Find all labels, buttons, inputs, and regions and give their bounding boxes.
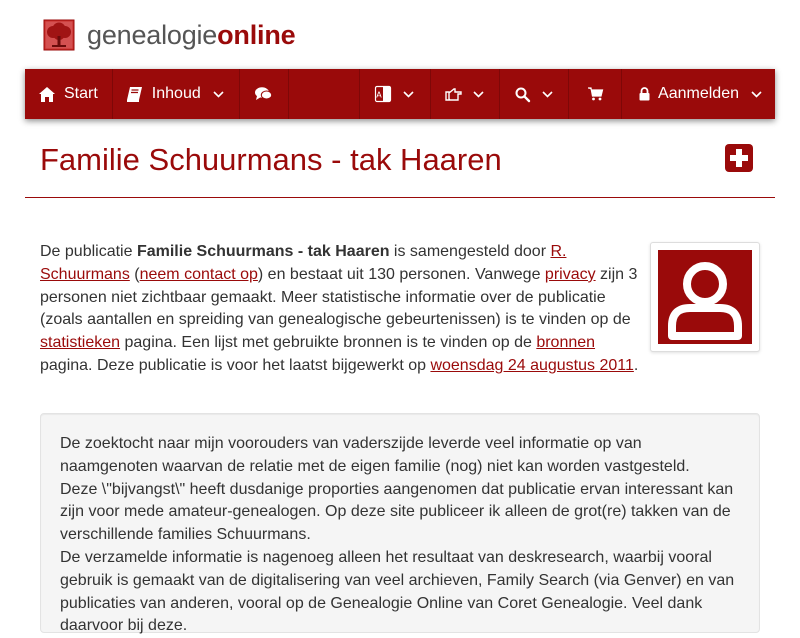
chevron-down-icon: [542, 88, 554, 100]
last-updated-link[interactable]: woensdag 24 augustus 2011: [430, 356, 634, 374]
intro-text: pagina. Een lijst met gebruikte bronnen is te vinden op de: [120, 334, 537, 352]
page-title: Familie Schuurmans - tak Haaren: [40, 142, 502, 177]
statistics-link[interactable]: statistieken: [40, 334, 121, 352]
title-row: [25, 136, 775, 198]
intro-text: De publicatie: [40, 243, 137, 260]
nav-cart[interactable]: [569, 69, 622, 119]
chevron-down-icon: [403, 88, 415, 100]
site-logo[interactable]: [44, 18, 295, 52]
intro-text: zijn 3 personen niet zichtbaar gemaakt. Meer statistische informatie over de publicatie (zoals aantallen en spreiding van genealogische gebeurtenissen) is te vinden op de: [40, 265, 638, 329]
author-avatar-card[interactable]: [650, 242, 760, 352]
description-paragraph: Deze \"bijvangst\" heeft dusdanige proporties aangenomen dat publicatie ervan interessant kan zijn voor mede amateur-genealogen. Op deze site publiceer ik alleen de grot(re) takken van de verschillende families Schuurmans.: [60, 480, 734, 544]
intro-text: is samengesteld door: [389, 243, 551, 260]
language-icon: [375, 86, 391, 102]
nav-language[interactable]: [359, 69, 431, 119]
intro-text: ) en bestaat uit 130 personen. Vanwege: [257, 265, 545, 283]
sources-link[interactable]: bronnen: [536, 334, 596, 352]
intro-text: pagina. Deze publicatie is voor het laatst bijgewerkt op: [40, 356, 431, 374]
logo-text-part1: genealogie: [87, 19, 218, 50]
intro-text: .: [633, 356, 639, 374]
nav-start[interactable]: [25, 69, 113, 119]
description-paragraph: De zoektocht naar mijn voorouders van vaderszijde leverde veel informatie op van naamgenoten waarvan de relatie met de eigen familie (nog) niet kan worden vastgesteld.: [60, 435, 690, 475]
contact-link[interactable]: neem contact op: [139, 265, 258, 283]
logo-text: [87, 20, 295, 51]
svg-text:A: A: [376, 90, 382, 100]
description-paragraph: De verzamelde informatie is nagenoeg alleen het resultaat van deskresearch, waarbij vooral gebruik is gemaakt van de digitalisering van veel archieven, Family Search (via Genver) en van publicaties van anderen, vooral op de Genealogie Online van Coret Genealogie. Veel dank daarvoor bij deze.: [60, 548, 735, 635]
lock-icon: [638, 86, 650, 102]
nav-start-label: Start: [64, 85, 98, 102]
search-icon: [514, 86, 530, 102]
nav-inhoud-label: Inhoud: [151, 85, 201, 102]
chat-icon: [256, 86, 272, 102]
nav-inhoud[interactable]: [113, 69, 240, 119]
nav-share[interactable]: [431, 69, 500, 119]
nav-spacer: [289, 69, 359, 119]
intro-text: (: [129, 265, 140, 283]
nav-login[interactable]: [622, 69, 775, 119]
logo-text-part2: online: [217, 19, 296, 50]
user-avatar-icon: [658, 250, 752, 344]
chevron-down-icon: [751, 88, 763, 100]
publication-description: [40, 413, 760, 633]
plus-square-icon[interactable]: [725, 144, 753, 172]
nav-chat[interactable]: [240, 69, 289, 119]
author-link[interactable]: R. Schuurmans: [40, 243, 567, 283]
publication-name: Familie Schuurmans - tak Haaren: [136, 243, 390, 260]
chevron-down-icon: [213, 88, 225, 100]
book-icon: [127, 86, 143, 102]
home-icon: [39, 86, 55, 102]
privacy-link[interactable]: privacy: [544, 265, 596, 283]
publication-intro: [40, 241, 640, 378]
nav-login-label: Aanmelden: [658, 85, 739, 102]
nav-search[interactable]: [500, 69, 569, 119]
hand-point-icon: [445, 86, 461, 102]
cart-icon: [587, 86, 603, 102]
tree-logo-icon: [44, 20, 74, 50]
chevron-down-icon: [473, 88, 485, 100]
main-navbar: [25, 69, 775, 119]
